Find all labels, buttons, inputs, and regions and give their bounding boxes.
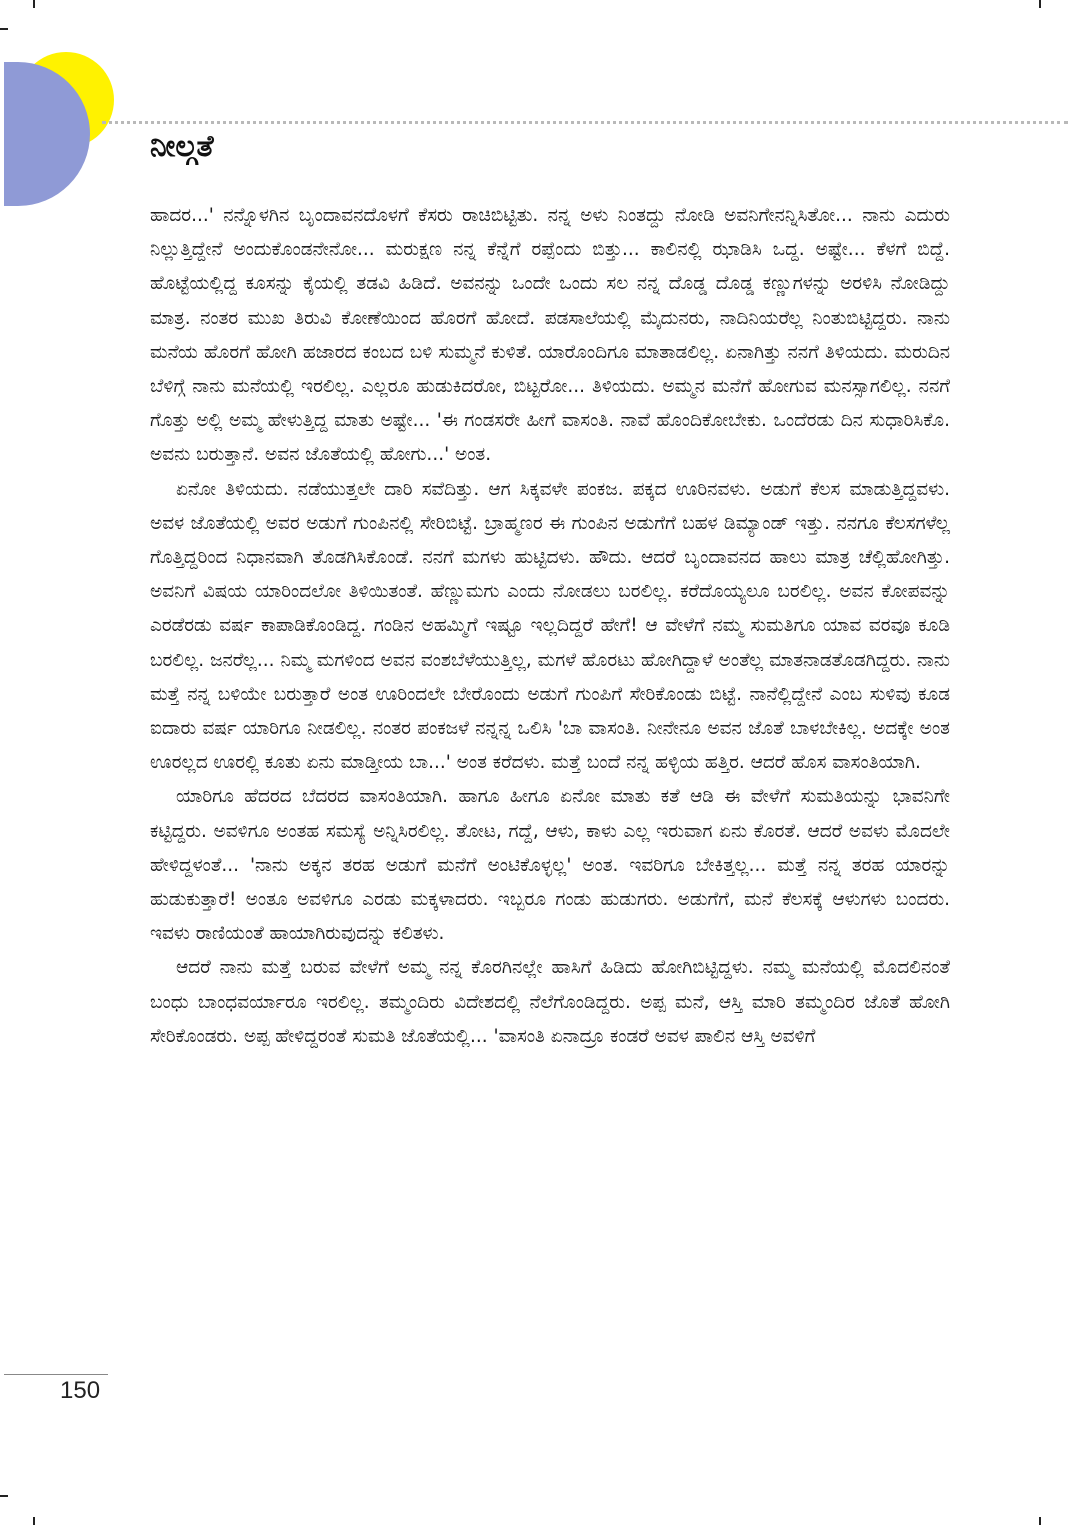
- paragraph: ಯಾರಿಗೂ ಹೆದರದ ಬೆದರದ ವಾಸಂತಿಯಾಗಿ. ಹಾಗೂ ಹೀಗೂ ಏನೋ ಮಾತು ಕತೆ ಆಡಿ ಈ ವೇಳೆಗೆ ಸುಮತಿಯನ್ನು ಭಾವನಿಗೇ ಕಟ್ಟಿದ್ದರು. ಅವಳಿಗೂ ಅಂತಹ ಸಮಸ್ಯೆ ಅನ್ನಿಸಿರಲಿಲ್ಲ. ತೋಟ, ಗದ್ದೆ, ಆಳು, ಕಾಳು ಎಲ್ಲ ಇರುವಾಗ ಏನು ಕೊರತೆ. ಆದರೆ ಅವಳು ಮೊದಲೇ ಹೇಳಿದ್ದಳಂತೆ... 'ನಾನು ಅಕ್ಕನ ತರಹ ಅಡುಗೆ ಮನೆಗೆ ಅಂಟಿಕೊಳ್ಳಲ್ಲ' ಅಂತ. ಇವರಿಗೂ ಬೇಕಿತ್ತಲ್ಲ... ಮತ್ತೆ ನನ್ನ ತರಹ ಯಾರನ್ನು ಹುಡುಕುತ್ತಾರೆ! ಅಂತೂ ಅವಳಿಗೂ ಎರಡು ಮಕ್ಕಳಾದರು. ಇಬ್ಬರೂ ಗಂಡು ಹುಡುಗರು. ಅಡುಗೆಗೆ, ಮನೆ ಕೆಲಸಕ್ಕೆ ಆಳುಗಳು ಬಂದರು. ಇವಳು ರಾಣಿಯಂತೆ ಹಾಯಾಗಿರುವುದನ್ನು ಕಲಿತಳು.: [150, 786, 950, 945]
- body-text: [150, 199, 950, 1054]
- crop-mark: [0, 28, 8, 30]
- crop-mark: [0, 1495, 8, 1497]
- crop-mark: [33, 1517, 35, 1525]
- page-number: 150: [60, 1377, 101, 1404]
- crop-mark: [1039, 1517, 1041, 1525]
- paragraph: ಆದರೆ ನಾನು ಮತ್ತೆ ಬರುವ ವೇಳೆಗೆ ಅಮ್ಮ ನನ್ನ ಕೊರಗಿನಲ್ಲೇ ಹಾಸಿಗೆ ಹಿಡಿದು ಹೋಗಿಬಿಟ್ಟಿದ್ದಳು. ನಮ್ಮ ಮನೆಯಲ್ಲಿ ಮೊದಲಿನಂತೆ ಬಂಧು ಬಾಂಧವರ್ಯಾರೂ ಇರಲಿಲ್ಲ. ತಮ್ಮಂದಿರು ವಿದೇಶದಲ್ಲಿ ನೆಲೆಗೊಂಡಿದ್ದರು. ಅಪ್ಪ ಮನೆ, ಆಸ್ತಿ ಮಾರಿ ತಮ್ಮಂದಿರ ಜೊತೆ ಹೋಗಿ ಸೇರಿಕೊಂಡರು. ಅಪ್ಪ ಹೇಳಿದ್ದರಂತೆ ಸುಮತಿ ಜೊತೆಯಲ್ಲಿ... 'ವಾಸಂತಿ ಏನಾದ್ರೂ ಕಂಡರೆ ಅವಳ ಪಾಲಿನ ಆಸ್ತಿ ಅವಳಿಗೆ: [150, 957, 950, 1047]
- page-number-rule: [4, 1374, 108, 1375]
- paragraph: ಏನೋ ತಿಳಿಯದು. ನಡೆಯುತ್ತಲೇ ದಾರಿ ಸವೆದಿತ್ತು. ಆಗ ಸಿಕ್ಕವಳೇ ಪಂಕಜ. ಪಕ್ಕದ ಊರಿನವಳು. ಅಡುಗೆ ಕೆಲಸ ಮಾಡುತ್ತಿದ್ದವಳು. ಅವಳ ಜೊತೆಯಲ್ಲಿ ಅವರ ಅಡುಗೆ ಗುಂಪಿನಲ್ಲಿ ಸೇರಿಬಿಟ್ಟೆ. ಬ್ರಾಹ್ಮಣರ ಈ ಗುಂಪಿನ ಅಡುಗೆಗೆ ಬಹಳ ಡಿಮ್ಯಾಂಡ್ ಇತ್ತು. ನನಗೂ ಕೆಲಸಗಳೆಲ್ಲ ಗೊತ್ತಿದ್ದರಿಂದ ನಿಧಾನವಾಗಿ ತೊಡಗಿಸಿಕೊಂಡೆ. ನನಗೆ ಮಗಳು ಹುಟ್ಟಿದಳು. ಹೌದು. ಆದರೆ ಬೃಂದಾವನದ ಹಾಲು ಮಾತ್ರ ಚೆಲ್ಲಿಹೋಗಿತ್ತು. ಅವನಿಗೆ ವಿಷಯ ಯಾರಿಂದಲೋ ತಿಳಿಯಿತಂತೆ. ಹೆಣ್ಣುಮಗು ಎಂದು ನೋಡಲು ಬರಲಿಲ್ಲ. ಕರೆದೊಯ್ಯಲೂ ಬರಲಿಲ್ಲ. ಅವನ ಕೋಪವನ್ನು ಎರಡೆರಡು ವರ್ಷ ಕಾಪಾಡಿಕೊಂಡಿದ್ದ. ಗಂಡಿನ ಅಹಮ್ಮಿಗೆ ಇಷ್ಟೂ ಇಲ್ಲದಿದ್ದರೆ ಹೇಗೆ! ಆ ವೇಳೆಗೆ ನಮ್ಮ ಸುಮತಿಗೂ ಯಾವ ವರವೂ ಕೂಡಿ ಬರಲಿಲ್ಲ. ಜನರೆಲ್ಲ... ನಿಮ್ಮ ಮಗಳಿಂದ ಅವನ ವಂಶಬೆಳೆಯುತ್ತಿಲ್ಲ, ಮಗಳೆ ಹೊರಟು ಹೋಗಿದ್ದಾಳೆ ಅಂತೆಲ್ಲ ಮಾತನಾಡತೊಡಗಿದ್ದರು. ನಾನು ಮತ್ತೆ ನನ್ನ ಬಳಿಯೇ ಬರುತ್ತಾರೆ ಅಂತ ಊರಿಂದಲೇ ಬೇರೊಂದು ಅಡುಗೆ ಗುಂಪಿಗೆ ಸೇರಿಕೊಂಡು ಬಿಟ್ಟೆ. ನಾನೆಲ್ಲಿದ್ದೇನೆ ಎಂಬ ಸುಳಿವು ಕೂಡ ಐದಾರು ವರ್ಷ ಯಾರಿಗೂ ನೀಡಲಿಲ್ಲ. ನಂತರ ಪಂಕಜಳೆ ನನ್ನನ್ನ ಒಲಿಸಿ 'ಬಾ ವಾಸಂತಿ. ನೀನೇನೂ ಅವನ ಜೊತೆ ಬಾಳಬೇಕಿಲ್ಲ. ಅದಕ್ಕೇ ಅಂತ ಊರಲ್ಲದ ಊರಲ್ಲಿ ಕೂತು ಏನು ಮಾಡ್ತೀಯ ಬಾ...' ಅಂತ ಕರೆದಳು. ಮತ್ತೆ ಬಂದೆ ನನ್ನ ಹಳ್ಳಿಯ ಹತ್ತಿರ. ಆದರೆ ಹೊಸ ವಾಸಂತಿಯಾಗಿ.: [150, 478, 950, 774]
- paragraph: ಹಾದರ...' ನನ್ನೊಳಗಿನ ಬೃಂದಾವನದೊಳಗೆ ಕೆಸರು ರಾಚಿಬಿಟ್ಟಿತು. ನನ್ನ ಅಳು ನಿಂತದ್ದು ನೋಡಿ ಅವನಿಗೇನನ್ನಿಸಿತೋ... ನಾನು ಎದುರು ನಿಲ್ಲುತ್ತಿದ್ದೇನೆ ಅಂದುಕೊಂಡನೇನೋ... ಮರುಕ್ಷಣ ನನ್ನ ಕೆನ್ನೆಗೆ ರಪ್ಪೆಂದು ಬಿತ್ತು... ಕಾಲಿನಲ್ಲಿ ಝಾಡಿಸಿ ಒದ್ದ. ಅಷ್ಟೇ... ಕೆಳಗೆ ಬಿದ್ದೆ. ಹೊಟ್ಟೆಯಲ್ಲಿದ್ದ ಕೂಸನ್ನು ಕೈಯಲ್ಲಿ ತಡವಿ ಹಿಡಿದೆ. ಅವನನ್ನು ಒಂದೇ ಒಂದು ಸಲ ನನ್ನ ದೊಡ್ಡ ದೊಡ್ಡ ಕಣ್ಣುಗಳನ್ನು ಅರಳಿಸಿ ನೋಡಿದ್ದು ಮಾತ್ರ. ನಂತರ ಮುಖ ತಿರುವಿ ಕೋಣೆಯಿಂದ ಹೊರಗೆ ಹೋದೆ. ಪಡಸಾಲೆಯಲ್ಲಿ ಮೈದುನರು, ನಾದಿನಿಯರೆಲ್ಲ ನಿಂತುಬಿಟ್ಟಿದ್ದರು. ನಾನು ಮನೆಯ ಹೊರಗೆ ಹೋಗಿ ಹಜಾರದ ಕಂಬದ ಬಳಿ ಸುಮ್ಮನೆ ಕುಳಿತೆ. ಯಾರೊಂದಿಗೂ ಮಾತಾಡಲಿಲ್ಲ. ಏನಾಗಿತ್ತು ನನಗೆ ತಿಳಿಯದು. ಮರುದಿನ ಬೆಳಿಗ್ಗೆ ನಾನು ಮನೆಯಲ್ಲಿ ಇರಲಿಲ್ಲ. ಎಲ್ಲರೂ ಹುಡುಕಿದರೋ, ಬಿಟ್ಟರೋ... ತಿಳಿಯದು. ಅಮ್ಮನ ಮನೆಗೆ ಹೋಗುವ ಮನಸ್ಸಾಗಲಿಲ್ಲ. ನನಗೆ ಗೊತ್ತು ಅಲ್ಲಿ ಅಮ್ಮ ಹೇಳುತ್ತಿದ್ದ ಮಾತು ಅಷ್ಟೇ... 'ಈ ಗಂಡಸರೇ ಹೀಗೆ ವಾಸಂತಿ. ನಾವೆ ಹೊಂದಿಕೋಬೇಕು. ಒಂದೆರಡು ದಿನ ಸುಧಾರಿಸಿಕೊ. ಅವನು ಬರುತ್ತಾನೆ. ಅವನ ಜೊತೆಯಲ್ಲಿ ಹೋಗು...' ಅಂತ.: [150, 205, 950, 466]
- crop-mark: [1039, 0, 1041, 8]
- dotted-header-rule: [102, 121, 1068, 124]
- crop-mark: [33, 0, 35, 8]
- page-title: ನೀಲ್ಗತೆ: [150, 129, 214, 164]
